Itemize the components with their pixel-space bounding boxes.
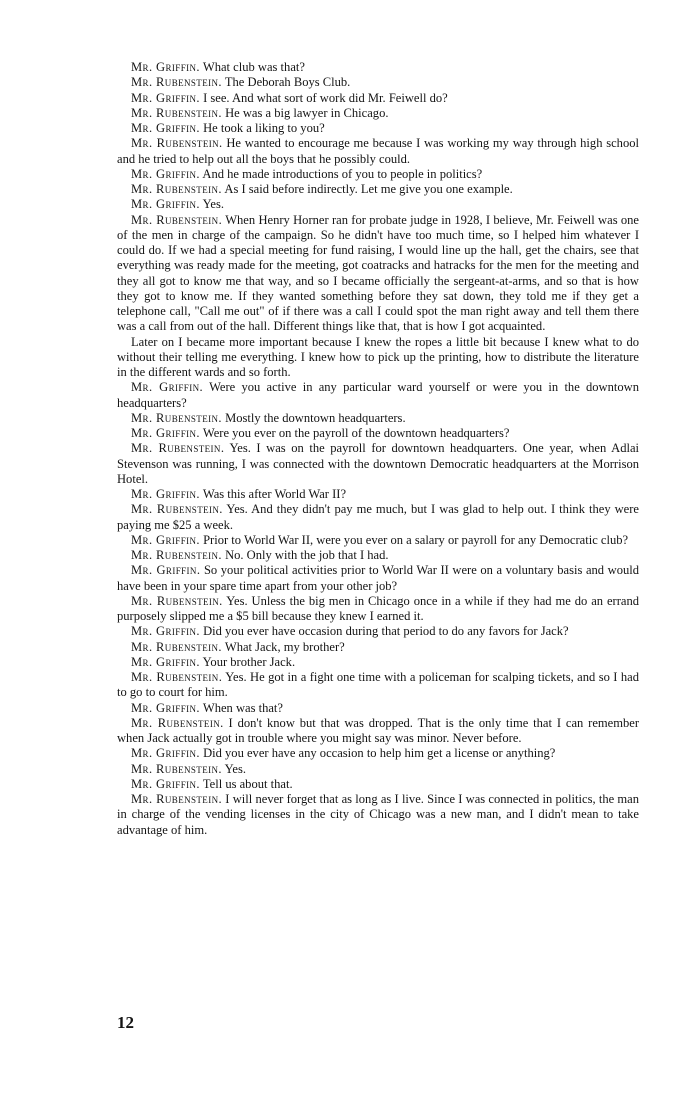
paragraph-text: Mostly the downtown headquarters. xyxy=(225,410,406,425)
speaker-name: Mr. Rubenstein. xyxy=(131,182,222,196)
speaker-name: Mr. Griffin. xyxy=(131,654,200,669)
paragraph-text: He took a liking to you? xyxy=(203,121,325,135)
paragraph xyxy=(117,335,639,381)
speaker-name: Mr. Griffin. xyxy=(131,166,200,181)
page-number: 12 xyxy=(117,1013,134,1032)
speaker-name: Mr. Griffin. xyxy=(131,532,200,547)
paragraph-text: I will never forget that as long as I live. Since I was connected in politics, the man in charge of the vending licenses in the city of Chicago was a new man, and I didn't mean to take advantage of him. xyxy=(117,792,640,837)
paragraph xyxy=(117,640,639,655)
speaker-name: Mr. Rubenstein. xyxy=(131,761,222,776)
paragraph-text: Later on I became more important because I knew the ropes a little bit because I knew what to do without their telling me everything. I knew how to pick up the printing, how to distribute the literature in the different wards and so forth. xyxy=(117,334,639,379)
paragraph-text: When Henry Horner ran for probate judge in 1928, I believe, Mr. Feiwell was one of the men in charge of the campaign. So he didn't have too much time, so I helped him whatever I could do. If we had a special meeting for fund raising, I would line up the hall, get the chairs, see that everything was ready made for the meeting, got coatracks and hatracks for the men for the meeting and they all got to know me that way, and so I became officially the sergeant-at-arms, and so that is how they got to know me. If they wanted something before they sat down, they told me if they get a telephone call, "Call me out" of if there was a call I could spot the man right away and tell them there was a call from out of the hall. Different things like that, that is how I got acquainted. xyxy=(117,212,639,334)
testimony-text xyxy=(117,60,639,838)
paragraph-text: I see. And what sort of work did Mr. Feiwell do? xyxy=(203,90,448,105)
paragraph xyxy=(117,426,639,441)
paragraph-text: Yes. And they didn't pay me much, but I was glad to help out. I think they were paying me $25 a week. xyxy=(117,502,639,532)
paragraph-text: What Jack, my brother? xyxy=(224,639,345,654)
paragraph xyxy=(117,487,639,502)
paragraph-text: Were you ever on the payroll of the downtown headquarters? xyxy=(202,426,510,440)
paragraph-text: No. Only with the job that I had. xyxy=(225,548,389,562)
paragraph xyxy=(117,533,639,548)
paragraph xyxy=(117,213,639,335)
paragraph xyxy=(117,701,639,716)
paragraph xyxy=(117,716,639,747)
paragraph-text: And he made introductions of you to people in politics? xyxy=(202,166,483,181)
paragraph-text: He was a big lawyer in Chicago. xyxy=(225,105,389,120)
paragraph xyxy=(117,121,639,136)
speaker-name: Mr. Griffin. xyxy=(131,563,201,578)
paragraph-text: I don't know but that was dropped. That is the only time that I can remember when Jack actually got in trouble where you might say was minor. Never before. xyxy=(117,715,640,745)
paragraph xyxy=(117,182,639,197)
speaker-name: Mr. Rubenstein. xyxy=(131,136,223,151)
speaker-name: Mr. Rubenstein. xyxy=(131,548,222,562)
speaker-name: Mr. Griffin. xyxy=(131,746,200,761)
paragraph xyxy=(117,136,639,167)
paragraph-text: The Deborah Boys Club. xyxy=(224,75,351,90)
speaker-name: Mr. Griffin. xyxy=(131,776,200,791)
paragraph-text: As I said before indirectly. Let me give you one example. xyxy=(224,182,513,196)
paragraph xyxy=(117,792,639,838)
paragraph-text: What club was that? xyxy=(202,60,305,74)
paragraph xyxy=(117,624,639,639)
paragraph-text: He wanted to encourage me because I was working my way through high school and he tried to help out all the boys that he possibly could. xyxy=(117,136,639,166)
speaker-name: Mr. Griffin. xyxy=(131,121,200,135)
paragraph-text: When was that? xyxy=(202,700,283,715)
paragraph-text: So your political activities prior to World War II were on a voluntary basis and would have been in your spare time apart from your other job? xyxy=(117,563,639,593)
speaker-name: Mr. Griffin. xyxy=(131,60,200,74)
speaker-name: Mr. Griffin. xyxy=(131,487,200,501)
paragraph xyxy=(117,502,639,533)
speaker-name: Mr. Rubenstein. xyxy=(131,75,222,90)
paragraph-text: Yes. xyxy=(224,761,247,776)
speaker-name: Mr. Griffin. xyxy=(131,90,200,105)
paragraph xyxy=(117,411,639,426)
speaker-name: Mr. Rubenstein. xyxy=(131,639,222,654)
paragraph-text: Were you active in any particular ward yourself or were you in the downtown headquarters? xyxy=(117,380,639,410)
paragraph xyxy=(117,548,639,563)
paragraph-text: Yes. Unless the big men in Chicago once in a while if they had me do an errand purposely slipped me a $5 bill because they knew I earned it. xyxy=(117,593,640,623)
speaker-name: Mr. Rubenstein. xyxy=(131,441,225,456)
paragraph-text: Yes. I was on the payroll for downtown headquarters. One year, when Adlai Stevenson was running, I was connected with the downtown Democratic headquarters at the Morrison Hotel. xyxy=(117,441,640,486)
speaker-name: Mr. Rubenstein. xyxy=(131,212,223,227)
paragraph xyxy=(117,563,639,594)
paragraph xyxy=(117,106,639,121)
paragraph-text: Your brother Jack. xyxy=(202,654,296,669)
speaker-name: Mr. Rubenstein. xyxy=(131,593,223,608)
paragraph xyxy=(117,75,639,90)
paragraph-text: Yes. xyxy=(202,197,225,212)
paragraph xyxy=(117,167,639,182)
speaker-name: Mr. Griffin. xyxy=(131,197,200,212)
paragraph xyxy=(117,762,639,777)
paragraph xyxy=(117,91,639,106)
speaker-name: Mr. Rubenstein. xyxy=(131,670,223,684)
paragraph xyxy=(117,441,639,487)
paragraph xyxy=(117,655,639,670)
speaker-name: Mr. Griffin. xyxy=(131,700,200,715)
paragraph xyxy=(117,594,639,625)
speaker-name: Mr. Rubenstein. xyxy=(131,410,222,425)
speaker-name: Mr. Griffin. xyxy=(131,624,200,639)
speaker-name: Mr. Rubenstein. xyxy=(131,715,224,730)
paragraph xyxy=(117,60,639,75)
speaker-name: Mr. Griffin. xyxy=(131,426,200,440)
paragraph xyxy=(117,777,639,792)
speaker-name: Mr. Rubenstein. xyxy=(131,792,223,806)
paragraph-text: Tell us about that. xyxy=(202,776,293,791)
paragraph xyxy=(117,380,639,411)
paragraph-text: Did you ever have any occasion to help him get a license or anything? xyxy=(203,746,556,761)
paragraph xyxy=(117,670,639,701)
paragraph xyxy=(117,197,639,212)
speaker-name: Mr. Rubenstein. xyxy=(131,105,222,120)
paragraph-text: Was this after World War II? xyxy=(202,487,347,501)
speaker-name: Mr. Rubenstein. xyxy=(131,502,223,517)
paragraph-text: Prior to World War II, were you ever on a salary or payroll for any Democratic club? xyxy=(203,532,629,547)
paragraph-text: Yes. He got in a fight one time with a policeman for scalping tickets, and so I had to go to court for him. xyxy=(117,670,640,700)
paragraph-text: Did you ever have occasion during that period to do any favors for Jack? xyxy=(203,624,569,639)
paragraph xyxy=(117,746,639,761)
speaker-name: Mr. Griffin. xyxy=(131,380,204,395)
